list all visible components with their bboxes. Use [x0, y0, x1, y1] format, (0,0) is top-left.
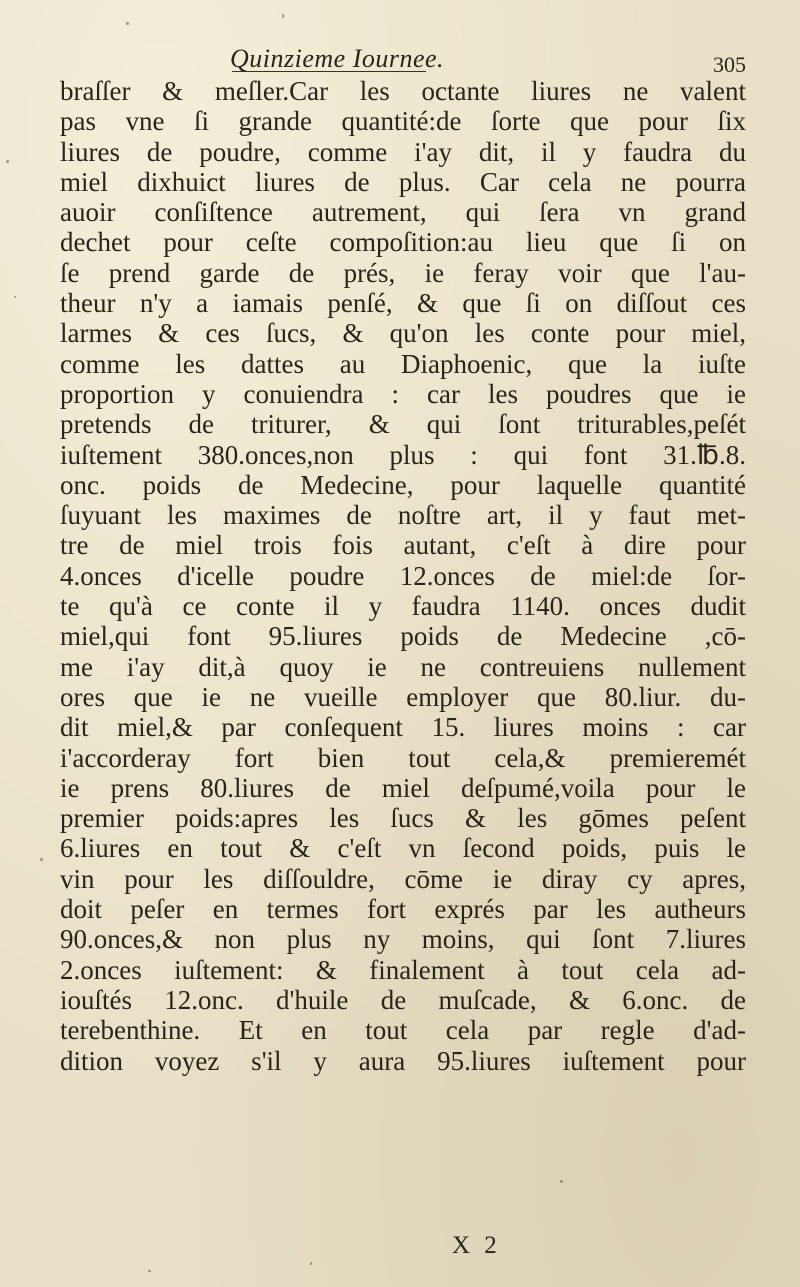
text-line: dit miel,& par conſequent 15. liures moins : car — [60, 712, 746, 743]
text-line: iouſtés 12.onc. d'huile de muſcade, & 6.onc. de — [60, 984, 746, 1015]
text-line: liures de poudre, comme i'ay dit, il y faudra du — [60, 136, 746, 167]
text-line: auoir conſiſtence autrement, qui ſera vn grand — [60, 197, 746, 228]
text-line: premier poids:apres les ſucs & les gōmes peſent — [60, 803, 746, 834]
text-line: 6.liures en tout & c'eſt vn ſecond poids, puis le — [60, 833, 746, 864]
text-line: ores que ie ne vueille employer que 80.liur. du- — [60, 681, 746, 712]
text-line: 2.onces iuſtement: & finalement à tout cela ad- — [60, 954, 746, 985]
text-line: pas vne ſi grande quantité:de ſorte que pour ſix — [60, 106, 746, 137]
text-line: te qu'à ce conte il y faudra 1140. onces dudit — [60, 591, 746, 622]
text-line: me i'ay dit,à quoy ie ne contreuiens nullement — [60, 651, 746, 682]
text-line: comme les dattes au Diaphoenic, que la iuſte — [60, 348, 746, 379]
text-line: dechet pour ceſte compoſition:au lieu que ſi on — [60, 227, 746, 258]
paper-speck — [148, 1270, 151, 1272]
text-line: dition voyez s'il y aura 95.liures iuſtement pour — [60, 1045, 746, 1076]
text-line: larmes & ces ſucs, & qu'on les conte pour miel, — [60, 318, 746, 349]
text-line: onc. poids de Medecine, pour laquelle quantité — [60, 469, 746, 500]
text-line: braſſer & meſler.Car les octante liures ne valent — [60, 76, 746, 106]
text-line: pretends de triturer, & qui ſont triturables,peſét — [60, 409, 746, 440]
paper-speck — [282, 14, 284, 18]
text-line: terebenthine. Et en tout cela par regle d'ad- — [60, 1015, 746, 1046]
text-line: proportion y conuiendra : car les poudres que ie — [60, 378, 746, 409]
text-line: vin pour les diſſouldre, cōme ie diray cy apres, — [60, 863, 746, 894]
text-line: ſuyuant les maximes de noſtre art, il y faut met- — [60, 500, 746, 531]
text-line: ie prens 80.liures de miel deſpumé,voila pour le — [60, 772, 746, 803]
paper-speck — [14, 296, 16, 298]
page-number: 305 — [713, 52, 746, 77]
paper-speck — [560, 1180, 563, 1183]
running-title: Quinzieme Iournee. — [230, 44, 445, 73]
text-line: doit peſer en termes fort exprés par les autheurs — [60, 894, 746, 925]
text-line: miel,qui font 95.liures poids de Medecine ,cō- — [60, 621, 746, 652]
paper-speck — [40, 858, 43, 861]
text-line: miel dixhuict liures de plus. Car cela ne pourra — [60, 166, 746, 197]
text-line: theur n'y a iamais penſé, & que ſi on diſſout ces — [60, 288, 746, 319]
text-line: iuſtement 380.onces,non plus : qui font 31.℔.8. — [60, 439, 746, 470]
body-text — [60, 76, 746, 1076]
signature-mark: X 2 — [452, 1232, 501, 1259]
text-line: 4.onces d'icelle poudre 12.onces de miel:de ſor- — [60, 560, 746, 591]
paper-speck — [126, 22, 129, 25]
text-line: i'accorderay fort bien tout cela,& premieremét — [60, 742, 746, 773]
text-line: 90.onces,& non plus ny moins, qui ſont 7.liures — [60, 924, 746, 955]
text-line: tre de miel trois fois autant, c'eſt à dire pour — [60, 530, 746, 561]
paper-speck — [310, 1262, 312, 1265]
paper-speck — [6, 160, 9, 163]
text-line: ſe prend garde de prés, ie feray voir que l'au- — [60, 257, 746, 288]
